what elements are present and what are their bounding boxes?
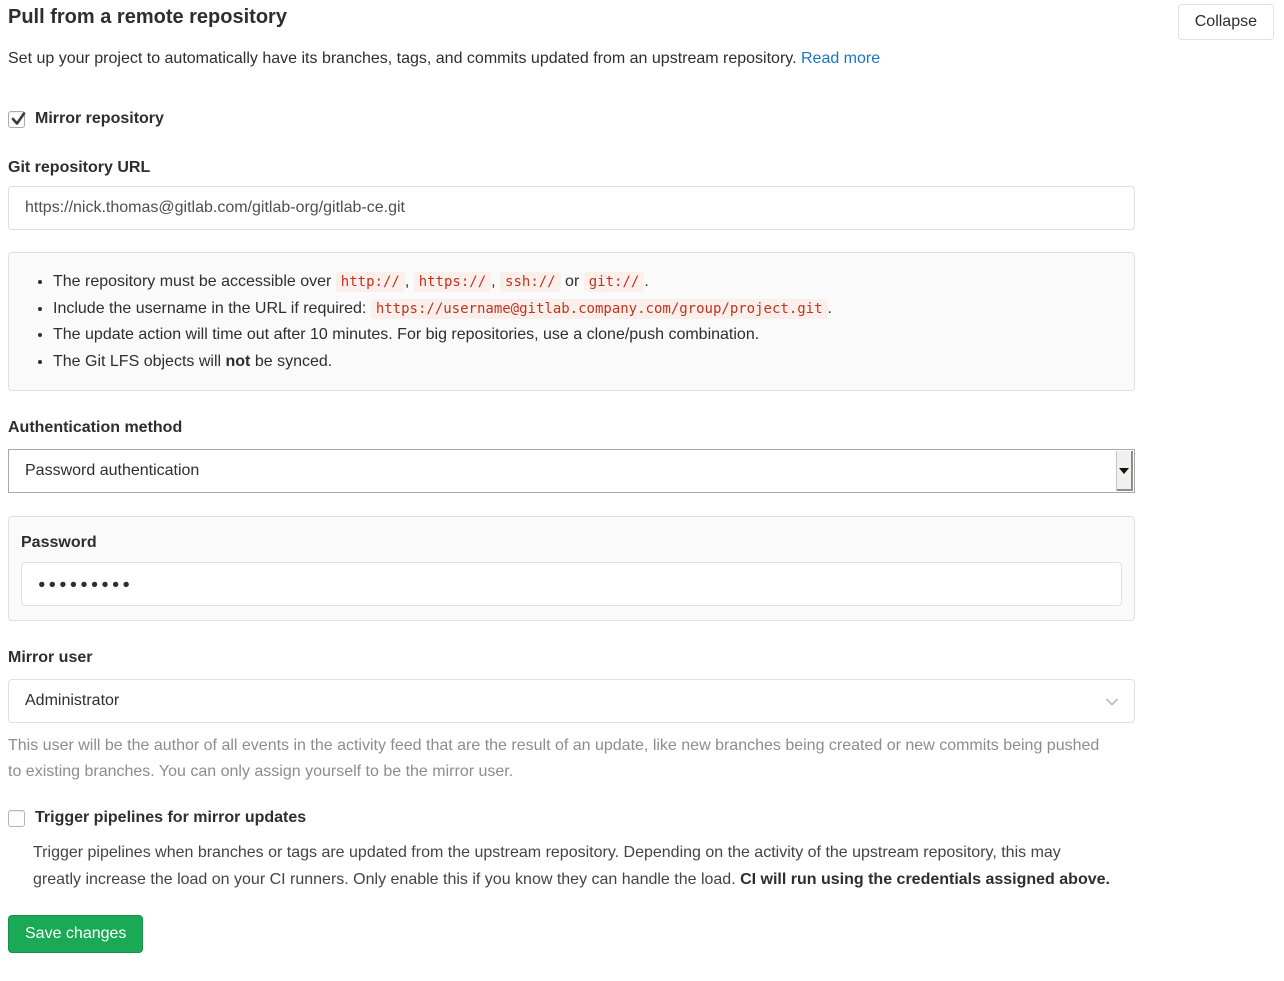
password-input[interactable] (21, 562, 1122, 606)
note-lfs-bold: not (225, 352, 251, 370)
note-period: . (827, 299, 832, 317)
trigger-pipelines-row (8, 809, 1276, 827)
section-description (8, 48, 1276, 70)
mirror-user-help-text: This user will be the author of all events in the activity feed that are the result of an update, like new branches being created or new commits being pushed to existing branches. You can only assign yourself to be the mirror user. (8, 737, 1100, 780)
mirror-notes-well (8, 252, 1135, 391)
authentication-method-select[interactable] (8, 449, 1135, 493)
code-url-example: https://username@gitlab.company.com/group/project.git (371, 299, 828, 319)
note-period: . (644, 273, 649, 290)
authentication-method-label: Authentication method (8, 419, 183, 436)
read-more-link[interactable]: Read more (800, 50, 881, 67)
mirror-user-label: Mirror user (8, 649, 93, 666)
note-username-text: Include the username in the URL if required: (53, 299, 371, 317)
select-dropdown-arrow-icon[interactable] (1116, 451, 1133, 491)
note-protocols (53, 269, 1114, 296)
git-repository-url-input[interactable] (8, 186, 1135, 230)
trigger-help-bold: CI will run using the credentials assigned above. (740, 871, 1110, 888)
collapse-button[interactable]: Collapse (1178, 4, 1274, 40)
save-changes-button[interactable]: Save changes (8, 915, 143, 953)
description-text: Set up your project to automatically have its branches, tags, and commits updated from an upstream repository. (8, 50, 801, 67)
note-lfs (53, 349, 1114, 376)
trigger-pipelines-checkbox[interactable] (8, 810, 25, 827)
mirror-user-value: Administrator (25, 692, 120, 709)
note-timeout: • The update action will time out after 10 minutes. For big repositories, use a clone/push combination. (53, 322, 1114, 349)
trigger-pipelines-label[interactable]: Trigger pipelines for mirror updates (35, 809, 307, 826)
note-sep: or (560, 273, 584, 290)
password-label: Password (21, 534, 97, 551)
note-protocols-text: The repository must be accessible over (53, 273, 336, 290)
code-git: git:// (584, 272, 645, 292)
git-repository-url-label: Git repository URL (8, 159, 151, 176)
password-masked-value: ●●●●●●●●● (38, 576, 133, 591)
trigger-pipelines-help-text (33, 839, 1111, 893)
note-lfs-post: be synced. (250, 352, 333, 370)
note-sep: , (491, 273, 501, 290)
code-ssh: ssh:// (500, 272, 561, 292)
mirror-repository-checkbox[interactable] (8, 111, 25, 128)
mirror-repository-row (8, 110, 1276, 128)
mirror-user-dropdown[interactable] (8, 679, 1135, 723)
code-http: http:// (336, 272, 405, 292)
mirror-repository-label[interactable]: Mirror repository (35, 110, 164, 127)
code-https: https:// (414, 272, 491, 292)
page-title: Pull from a remote repository (8, 6, 287, 28)
mirror-notes-list (25, 269, 1114, 375)
note-sep: , (404, 273, 414, 290)
checkmark-icon (10, 110, 27, 129)
password-well (8, 516, 1135, 621)
note-lfs-text: The Git LFS objects will (53, 352, 226, 370)
note-username (53, 296, 1114, 323)
chevron-down-icon (1104, 694, 1120, 710)
authentication-method-value: Password authentication (25, 462, 200, 479)
trigger-help-normal: Trigger pipelines when branches or tags are updated from the upstream repository. Depending on the activity of the upstream repository, this may greatly increase the load on your CI runners. Only enable this if you know they can handle the load. (33, 844, 1061, 888)
